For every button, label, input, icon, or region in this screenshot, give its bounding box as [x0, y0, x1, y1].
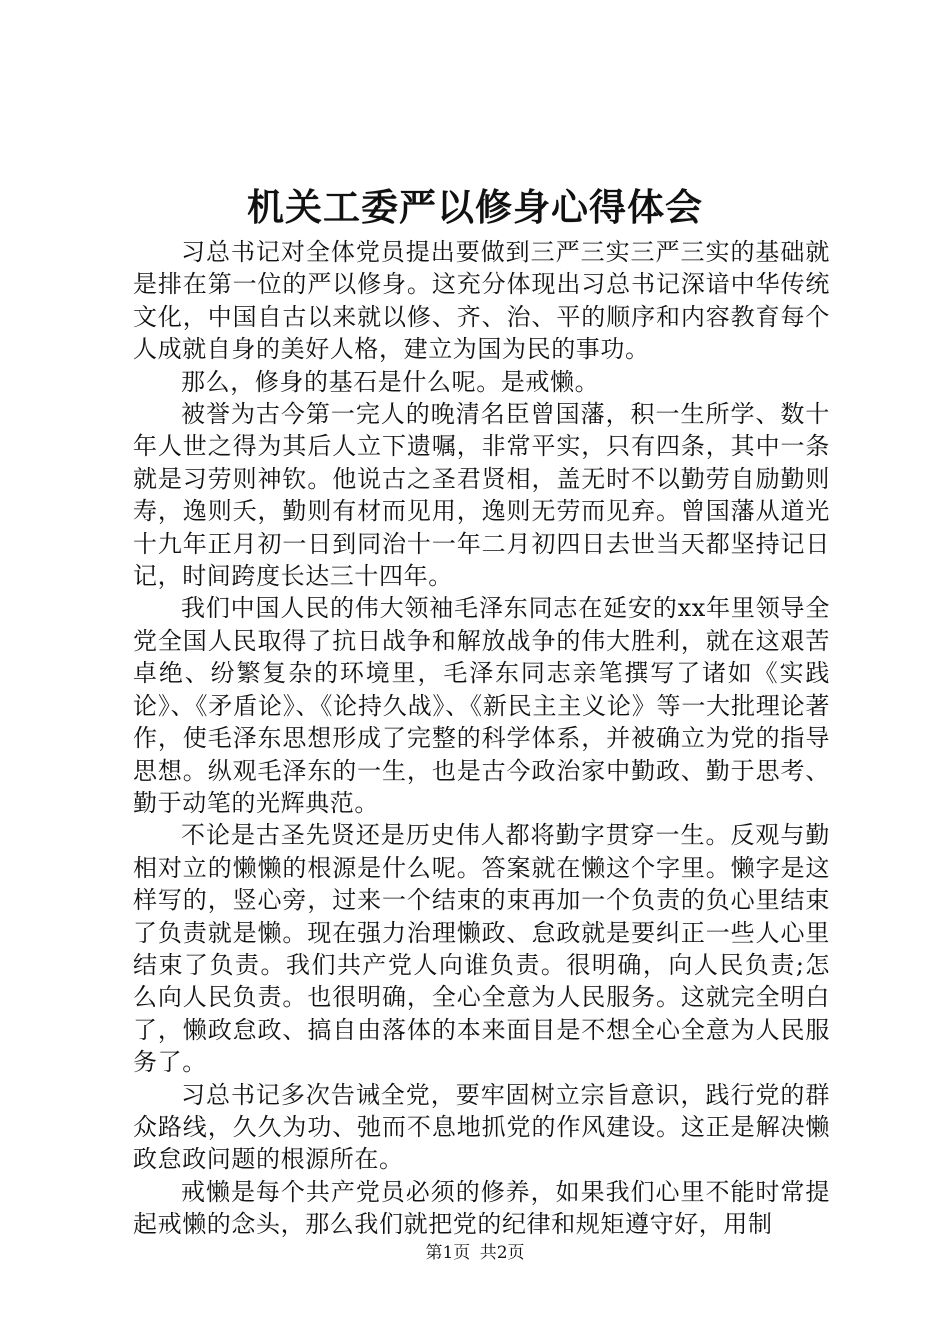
paragraph: 被誉为古今第一完人的晚清名臣曾国藩，积一生所学、数十年人世之得为其后人立下遗嘱，非常平实，只有四条，其中一条就是习劳则神钦。他说古之圣君贤相，盖无时不以勤劳自励勤则寿，逸则夭，勤则有材而见用，逸则无劳而见弃。曾国藩从道光十九年正月初一日到同治十一年二月初四日去世当天都坚持记日记，时间跨度长达三十四年。: [133, 400, 830, 591]
paragraph: 不论是古圣先贤还是历史伟人都将勤字贯穿一生。反观与勤相对立的懒懒的根源是什么呢。答案就在懒这个字里。懒字是这样写的，竖心旁，过来一个结束的束再加一个负责的负心里结束了负责就是懒。现在强力治理懒政、怠政就是要纠正一些人心里结束了负责。我们共产党人向谁负责。很明确，向人民负责;怎么向人民负责。也很明确，全心全意为人民服务。这就完全明白了，懒政怠政、搞自由落体的本来面目是不想全心全意为人民服务了。: [133, 821, 830, 1077]
page-number: 第1页: [425, 1243, 471, 1263]
document-title: 机关工委严以修身心得体会: [247, 185, 703, 229]
paragraph: 习总书记多次告诫全党，要牢固树立宗旨意识，践行党的群众路线，久久为功、弛而不息地抓党的作风建设。这正是解决懒政怠政问题的根源所在。: [133, 1080, 830, 1174]
paragraph: 习总书记对全体党员提出要做到三严三实三严三实的基础就是排在第一位的严以修身。这充分体现出习总书记深谙中华传统文化，中国自古以来就以修、齐、治、平的顺序和内容教育每个人成就自身的美好人格，建立为国为民的事功。: [133, 238, 830, 364]
paragraph: 我们中国人民的伟大领袖毛泽东同志在延安的xx年里领导全党全国人民取得了抗日战争和解放战争的伟大胜利，就在这艰苦卓绝、纷繁复杂的环境里，毛泽东同志亲笔撰写了诸如《实践论》、《矛盾论》、《论持久战》、《新民主主义论》等一大批理论著作，使毛泽东思想形成了完整的科学体系，并被确立为党的指导思想。纵观毛泽东的一生，也是古今政治家中勤政、勤于思考、勤于动笔的光辉典范。: [133, 594, 830, 817]
page-footer: [0, 1242, 950, 1264]
paragraph: 那么，修身的基石是什么呢。是戒懒。: [181, 367, 600, 396]
page-total: 共2页: [479, 1243, 525, 1263]
paragraph: 戒懒是每个共产党员必须的修养，如果我们心里不能时常提起戒懒的念头，那么我们就把党的纪律和规矩遵守好，用制: [133, 1177, 830, 1239]
document-body: [133, 236, 830, 1241]
